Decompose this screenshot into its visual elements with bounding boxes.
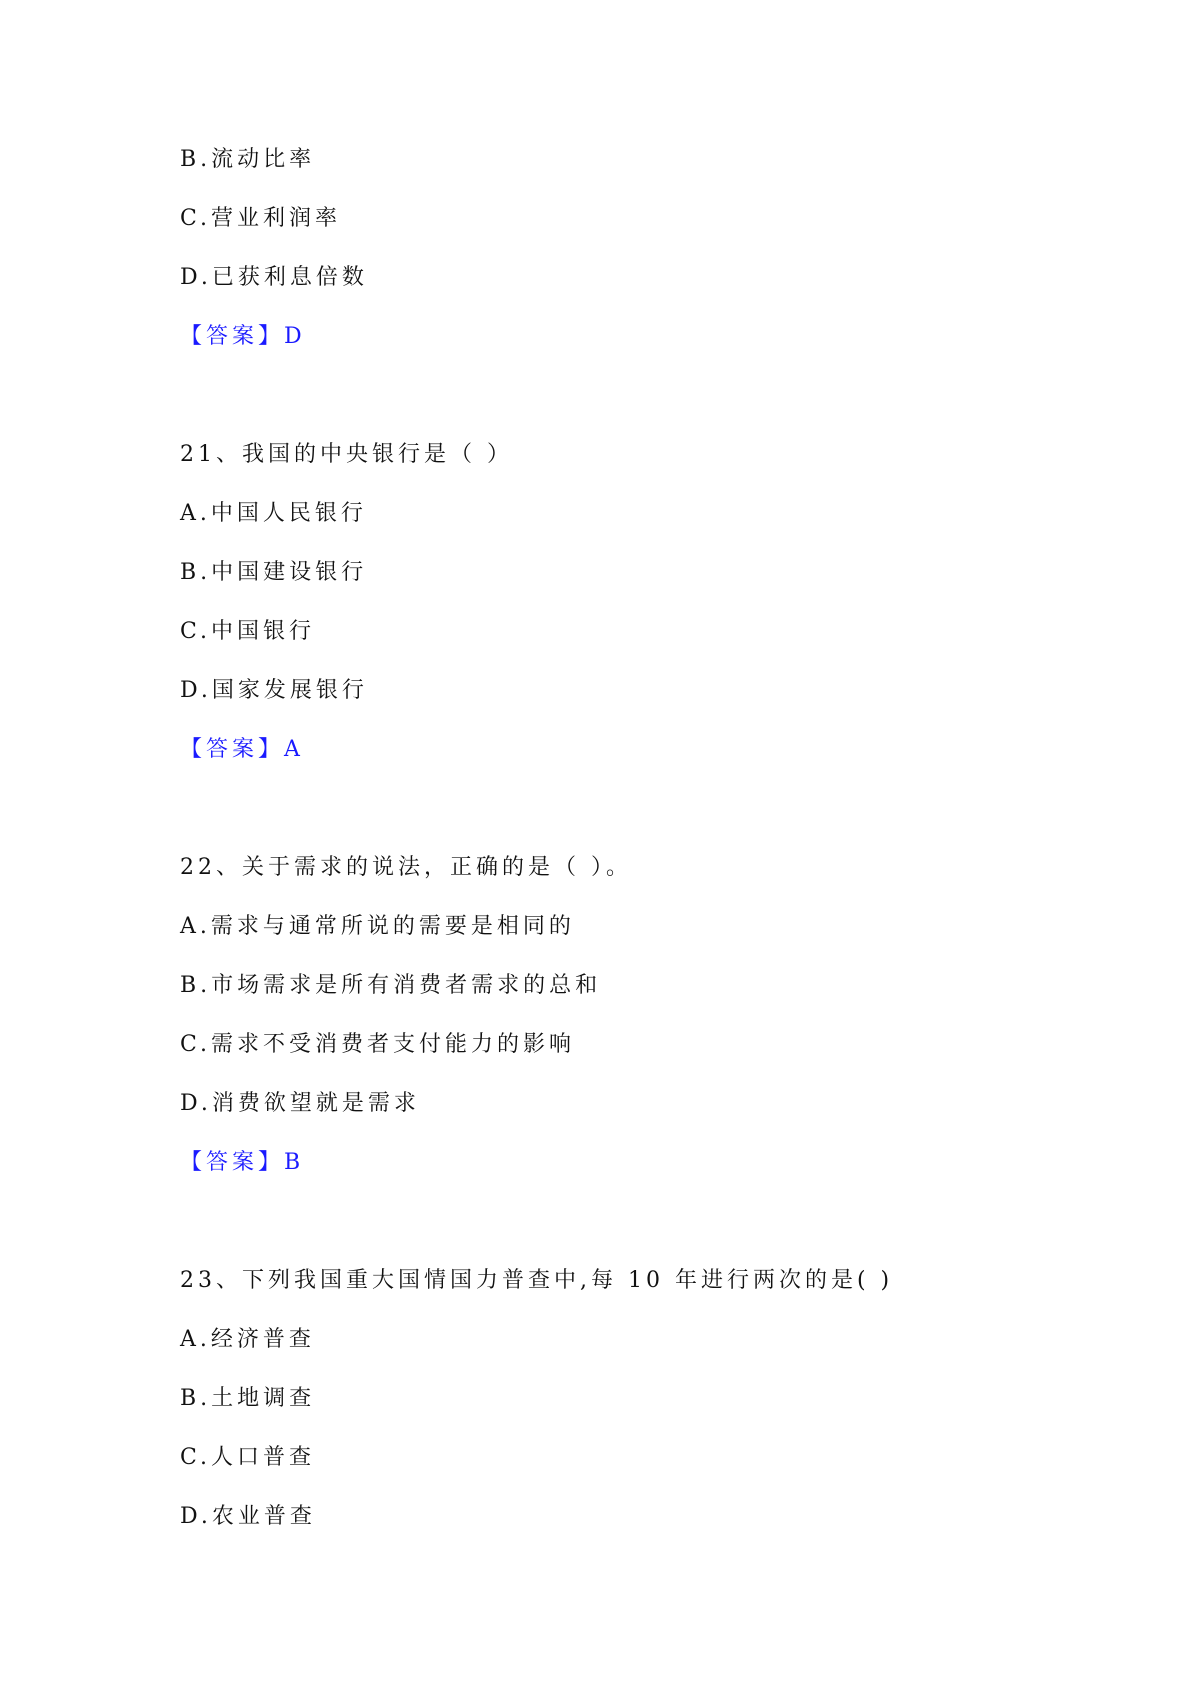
option-c: C.需求不受消费者支付能力的影响	[180, 1032, 576, 1057]
option-d: D.农业普查	[180, 1504, 316, 1529]
option-b: B.中国建设银行	[180, 560, 368, 585]
option-a: A.经济普查	[180, 1327, 315, 1352]
answer-label: 【答案】D	[180, 324, 306, 349]
option-b: B.流动比率	[180, 147, 316, 172]
option-b: B.土地调查	[180, 1386, 316, 1411]
option-c: C.中国银行	[180, 619, 316, 644]
option-c: C.营业利润率	[180, 206, 342, 231]
answer-label: 【答案】B	[180, 1150, 305, 1175]
option-c: C.人口普查	[180, 1445, 316, 1470]
option-d: D.消费欲望就是需求	[180, 1091, 420, 1116]
answer-label: 【答案】A	[180, 737, 304, 762]
option-d: D.国家发展银行	[180, 678, 368, 703]
option-b: B.市场需求是所有消费者需求的总和	[180, 973, 602, 998]
question-21-text: 21、我国的中央银行是（ ）	[180, 442, 513, 467]
option-a: A.中国人民银行	[180, 501, 367, 526]
option-d: D.已获利息倍数	[180, 265, 368, 290]
question-22-text: 22、关于需求的说法，正确的是（ ）。	[180, 855, 632, 880]
option-a: A.需求与通常所说的需要是相同的	[180, 914, 575, 939]
question-23-text: 23、下列我国重大国情国力普查中,每 10 年进行两次的是( )	[180, 1268, 894, 1293]
